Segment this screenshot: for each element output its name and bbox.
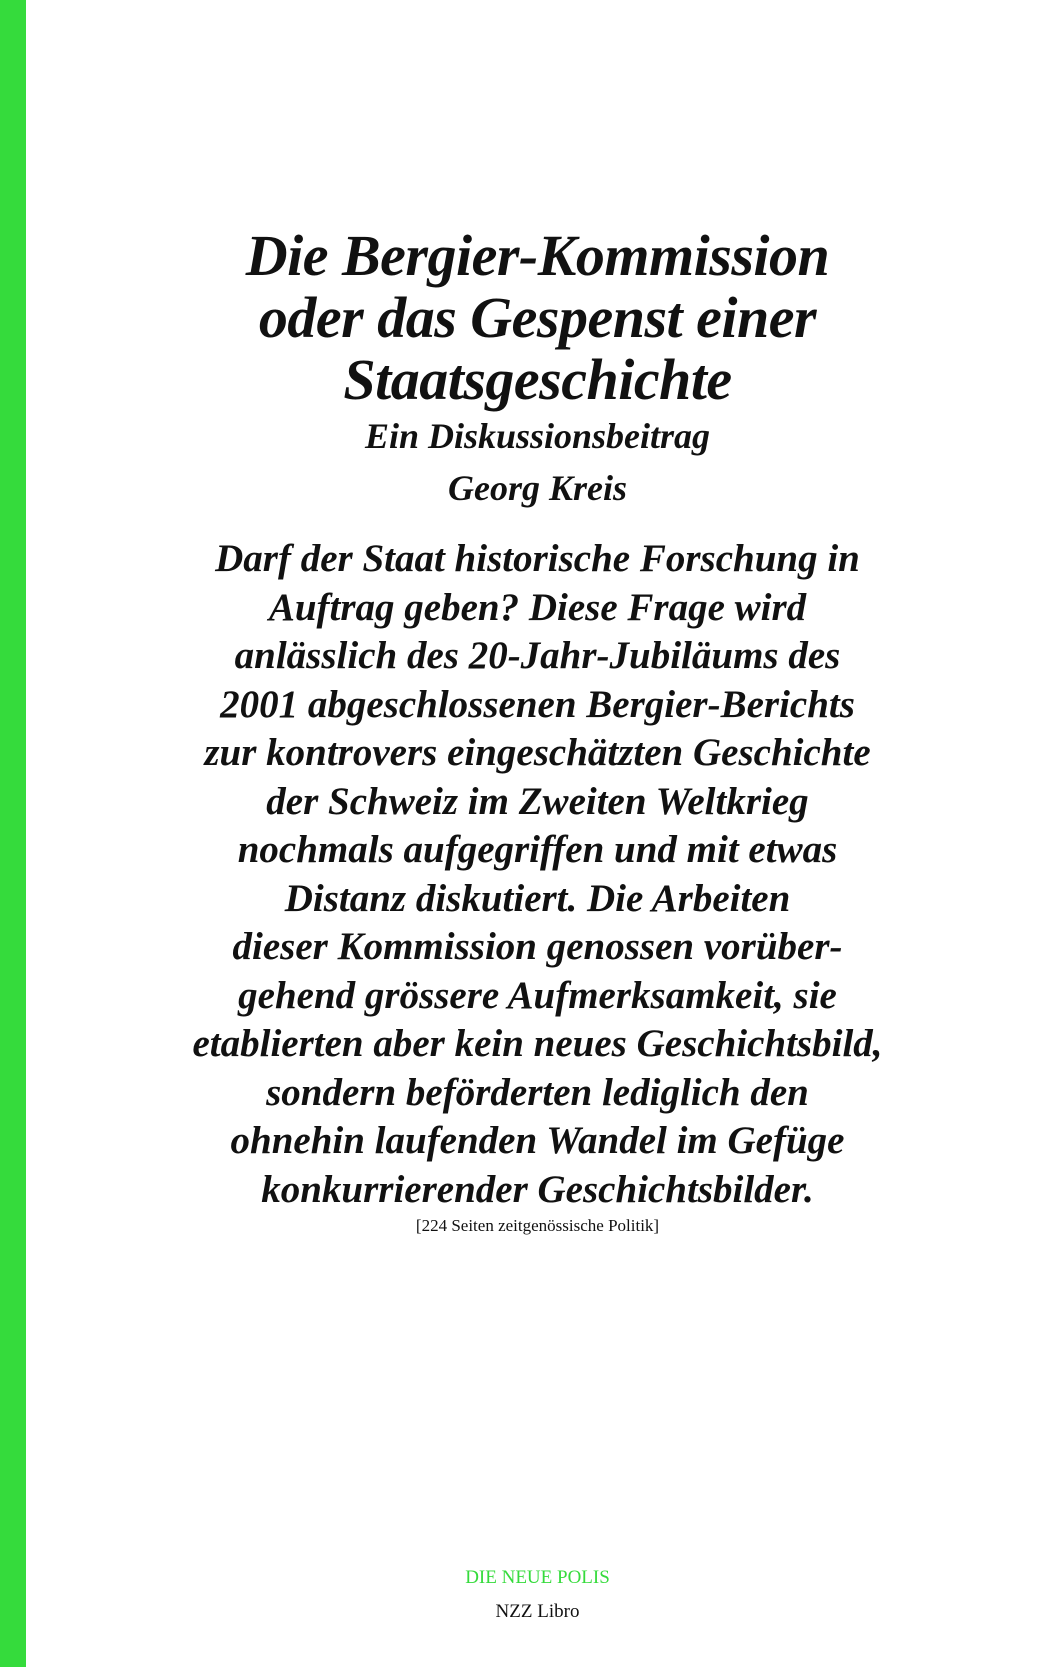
green-spine-stripe xyxy=(0,0,26,1667)
blurb-line: Darf der Staat historische Forschung in xyxy=(215,537,860,580)
publisher-name: NZZ Libro xyxy=(495,1601,580,1622)
title-line-3: Staatsgeschichte xyxy=(343,347,732,412)
blurb-line: etablierten aber kein neues Geschichtsbild, xyxy=(192,1022,883,1065)
blurb-line: gehend grössere Aufmerksamkeit, sie xyxy=(238,973,837,1017)
title-block xyxy=(120,225,955,515)
blurb-line: ohnehin laufenden Wandel im Gefüge xyxy=(230,1119,845,1162)
blurb-line: zur kontrovers eingeschätzten Geschichte xyxy=(204,731,871,774)
title-line-2: oder das Gespenst einer xyxy=(258,285,817,350)
blurb-line: anlässlich des 20-Jahr-Jubiläums des xyxy=(234,634,841,677)
blurb-line: Distanz diskutiert. Die Arbeiten xyxy=(284,876,791,920)
blurb-line: Auftrag geben? Diese Frage wird xyxy=(268,585,807,629)
series-name: DIE NEUE POLIS xyxy=(465,1567,610,1588)
author-name: Georg Kreis xyxy=(448,468,627,508)
blurb-line: nochmals aufgegriffen und mit etwas xyxy=(237,828,838,871)
blurb-line: dieser Kommission genossen vorüber- xyxy=(232,925,843,968)
blurb-line: der Schweiz im Zweiten Weltkrieg xyxy=(266,779,809,823)
blurb-line: sondern beförderten lediglich den xyxy=(266,1070,809,1114)
subtitle: Ein Diskussionsbeitrag xyxy=(364,416,711,456)
blurb-line: konkurrierender Geschichtsbilder. xyxy=(261,1167,814,1211)
series-imprint xyxy=(120,1566,955,1624)
blurb xyxy=(120,535,955,1238)
title-line-1: Die Bergier-Kommission xyxy=(245,223,830,288)
blurb-line: 2001 abgeschlossenen Bergier-Berichts xyxy=(220,682,855,726)
page-count-note: [224 Seiten zeitgenössische Politik] xyxy=(415,1216,660,1235)
